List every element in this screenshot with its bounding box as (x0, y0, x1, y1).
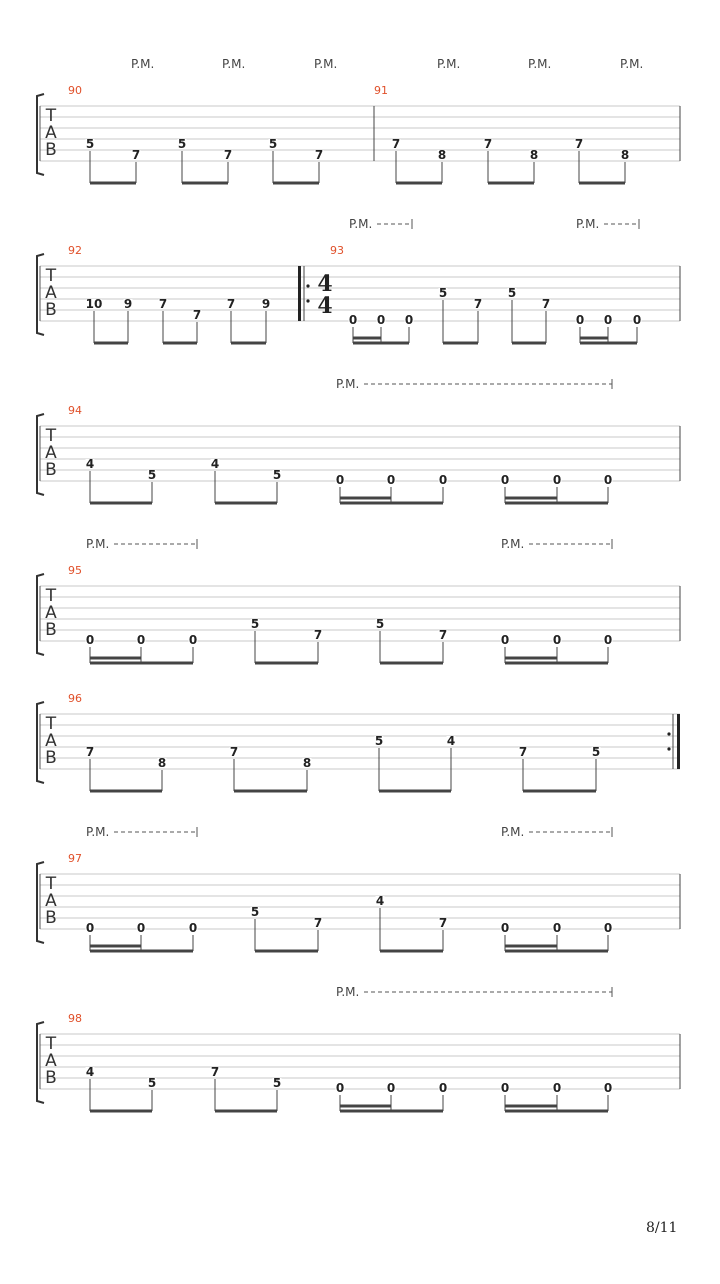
tab-clef-letter: A (45, 891, 57, 911)
measure-number: 91 (374, 84, 388, 97)
beam (90, 657, 141, 660)
fret-number: 8 (302, 756, 312, 770)
beam (340, 1105, 391, 1108)
fret-number: 0 (404, 313, 414, 327)
fret-number: 7 (210, 1065, 220, 1079)
fret-number: 5 (177, 137, 187, 151)
beam (231, 342, 266, 345)
beam (380, 662, 443, 665)
fret-number: 0 (386, 473, 396, 487)
beam (182, 182, 228, 185)
repeat-thick-bar (677, 714, 680, 769)
beam (505, 945, 557, 948)
tab-clef-letter: B (45, 620, 57, 640)
tab-clef-letter: T (45, 426, 57, 446)
beam (234, 790, 307, 793)
palm-mute-label: P.M. (131, 57, 155, 71)
fret-number: 4 (375, 894, 385, 908)
beam (580, 337, 608, 340)
fret-number: 0 (500, 633, 510, 647)
beam (505, 1105, 557, 1108)
fret-number: 5 (147, 1076, 157, 1090)
fret-number: 5 (375, 617, 385, 631)
fret-number: 5 (250, 617, 260, 631)
beam (505, 657, 557, 660)
fret-number: 0 (136, 921, 146, 935)
beam (353, 337, 381, 340)
palm-mute-label: P.M. (314, 57, 338, 71)
fret-number: 0 (188, 921, 198, 935)
fret-number: 0 (376, 313, 386, 327)
palm-mute-label: P.M. (437, 57, 461, 71)
fret-number: 0 (552, 633, 562, 647)
fret-number: 7 (438, 916, 448, 930)
fret-number: 10 (85, 297, 103, 311)
fret-number: 5 (272, 1076, 282, 1090)
fret-number: 0 (500, 473, 510, 487)
fret-number: 8 (620, 148, 630, 162)
beam (255, 662, 318, 665)
repeat-dot (306, 284, 309, 287)
fret-number: 0 (136, 633, 146, 647)
fret-number: 5 (85, 137, 95, 151)
fret-number: 9 (123, 297, 133, 311)
fret-number: 7 (229, 745, 239, 759)
fret-number: 7 (483, 137, 493, 151)
fret-number: 0 (603, 921, 613, 935)
measure-number: 97 (68, 852, 82, 865)
tab-clef-letter: B (45, 1068, 57, 1088)
fret-number: 5 (591, 745, 601, 759)
fret-number: 7 (131, 148, 141, 162)
beam (340, 1110, 443, 1113)
palm-mute-label: P.M. (501, 537, 525, 551)
palm-mute-label: P.M. (528, 57, 552, 71)
measure-number: 95 (68, 564, 82, 577)
fret-number: 0 (552, 1081, 562, 1095)
fret-number: 7 (541, 297, 551, 311)
fret-number: 7 (473, 297, 483, 311)
beam (215, 502, 277, 505)
tab-clef-letter: B (45, 748, 57, 768)
beam (579, 182, 625, 185)
fret-number: 5 (374, 734, 384, 748)
palm-mute-label: P.M. (349, 217, 373, 231)
beam (273, 182, 319, 185)
beam (488, 182, 534, 185)
beam (255, 950, 318, 953)
beam (505, 662, 608, 665)
beam (580, 342, 637, 345)
tab-clef-letter: A (45, 603, 57, 623)
beam (90, 1110, 152, 1113)
palm-mute-label: P.M. (336, 377, 360, 391)
fret-number: 5 (438, 286, 448, 300)
tab-clef-letter: A (45, 283, 57, 303)
fret-number: 0 (603, 473, 613, 487)
measure-number: 92 (68, 244, 82, 257)
beam (340, 502, 443, 505)
tab-clef-letter: T (45, 586, 57, 606)
beam (380, 950, 443, 953)
repeat-dot (667, 747, 670, 750)
palm-mute-label: P.M. (222, 57, 246, 71)
fret-number: 5 (268, 137, 278, 151)
beam (505, 950, 608, 953)
fret-number: 7 (574, 137, 584, 151)
beam (523, 790, 596, 793)
fret-number: 7 (313, 916, 323, 930)
repeat-dot (306, 299, 309, 302)
repeat-dot (667, 732, 670, 735)
beam (443, 342, 478, 345)
fret-number: 9 (261, 297, 271, 311)
beam (215, 1110, 277, 1113)
palm-mute-label: P.M. (336, 985, 360, 999)
fret-number: 4 (446, 734, 456, 748)
fret-number: 0 (386, 1081, 396, 1095)
fret-number: 7 (438, 628, 448, 642)
fret-number: 0 (438, 1081, 448, 1095)
fret-number: 0 (500, 921, 510, 935)
fret-number: 0 (85, 921, 95, 935)
fret-number: 0 (438, 473, 448, 487)
beam (90, 662, 193, 665)
fret-number: 0 (575, 313, 585, 327)
repeat-thick-bar (298, 266, 301, 321)
fret-number: 8 (157, 756, 167, 770)
fret-number: 8 (437, 148, 447, 162)
beam (90, 790, 162, 793)
palm-mute-label: P.M. (620, 57, 644, 71)
tab-clef-letter: T (45, 106, 57, 126)
beam (379, 790, 451, 793)
beam (505, 497, 557, 500)
fret-number: 4 (210, 457, 220, 471)
fret-number: 7 (223, 148, 233, 162)
tab-clef-letter: B (45, 300, 57, 320)
fret-number: 8 (529, 148, 539, 162)
fret-number: 0 (500, 1081, 510, 1095)
fret-number: 0 (348, 313, 358, 327)
beam (505, 1110, 608, 1113)
fret-number: 7 (226, 297, 236, 311)
tab-clef-letter: T (45, 714, 57, 734)
fret-number: 7 (313, 628, 323, 642)
tab-clef-letter: A (45, 123, 57, 143)
tab-clef-letter: T (45, 1034, 57, 1054)
fret-number: 0 (188, 633, 198, 647)
page-number: 8/11 (646, 1220, 678, 1236)
tab-clef-letter: B (45, 460, 57, 480)
beam (90, 182, 136, 185)
fret-number: 0 (335, 473, 345, 487)
fret-number: 0 (552, 473, 562, 487)
tab-clef-letter: B (45, 908, 57, 928)
beam (90, 945, 141, 948)
fret-number: 0 (603, 633, 613, 647)
fret-number: 0 (603, 313, 613, 327)
measure-number: 90 (68, 84, 82, 97)
beam (90, 950, 193, 953)
beam (353, 342, 409, 345)
fret-number: 0 (603, 1081, 613, 1095)
fret-number: 7 (85, 745, 95, 759)
time-signature-top: 4 (317, 271, 333, 297)
fret-number: 0 (552, 921, 562, 935)
beam (94, 342, 128, 345)
fret-number: 4 (85, 457, 95, 471)
measure-number: 93 (330, 244, 344, 257)
fret-number: 5 (272, 468, 282, 482)
fret-number: 0 (632, 313, 642, 327)
beam (396, 182, 442, 185)
fret-number: 7 (192, 308, 202, 322)
fret-number: 7 (518, 745, 528, 759)
beam (340, 497, 391, 500)
fret-number: 4 (85, 1065, 95, 1079)
palm-mute-label: P.M. (576, 217, 600, 231)
tab-clef-letter: A (45, 731, 57, 751)
tab-clef-letter: T (45, 266, 57, 286)
tab-clef-letter: T (45, 874, 57, 894)
beam (163, 342, 197, 345)
fret-number: 5 (250, 905, 260, 919)
palm-mute-label: P.M. (501, 825, 525, 839)
tab-clef-letter: A (45, 443, 57, 463)
beam (90, 502, 152, 505)
palm-mute-label: P.M. (86, 537, 110, 551)
palm-mute-label: P.M. (86, 825, 110, 839)
fret-number: 5 (147, 468, 157, 482)
fret-number: 0 (335, 1081, 345, 1095)
fret-number: 0 (85, 633, 95, 647)
fret-number: 7 (391, 137, 401, 151)
measure-number: 94 (68, 404, 82, 417)
time-signature-bottom: 4 (317, 293, 333, 319)
beam (505, 502, 608, 505)
fret-number: 7 (158, 297, 168, 311)
tab-clef-letter: A (45, 1051, 57, 1071)
tab-clef-letter: B (45, 140, 57, 160)
beam (512, 342, 546, 345)
measure-number: 98 (68, 1012, 82, 1025)
fret-number: 5 (507, 286, 517, 300)
fret-number: 7 (314, 148, 324, 162)
measure-number: 96 (68, 692, 82, 705)
